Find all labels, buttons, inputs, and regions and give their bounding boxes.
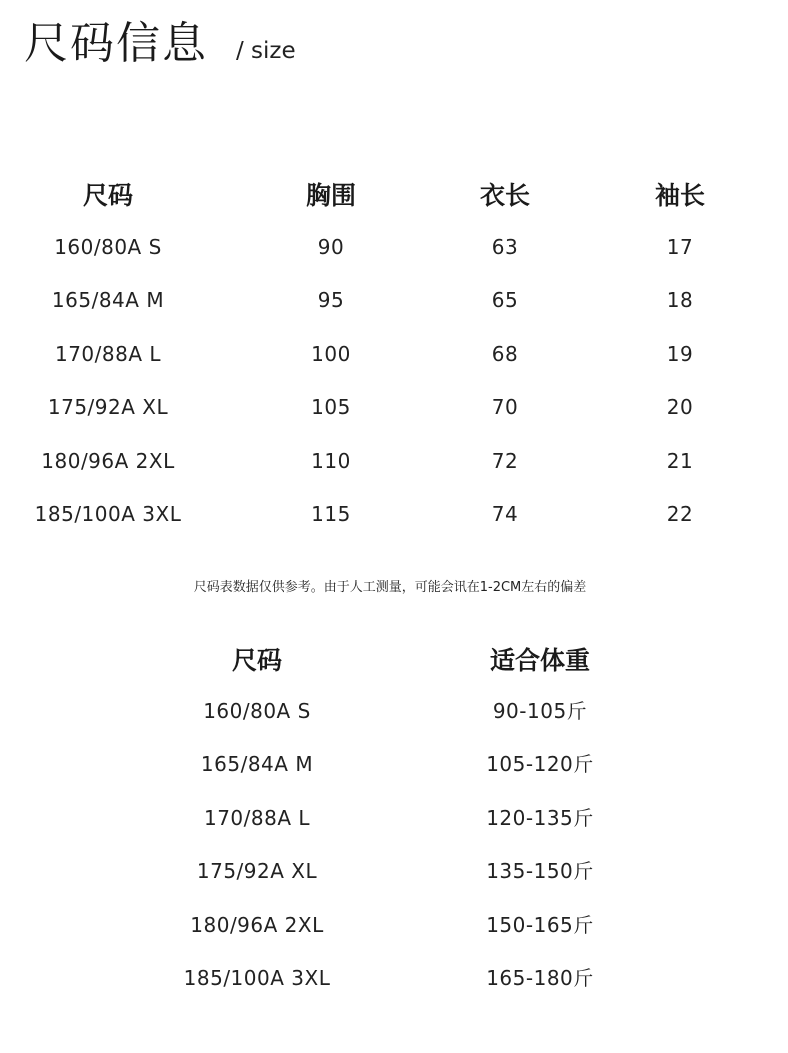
size-table-cell-r3-c1: 105: [311, 395, 351, 420]
size-table-cell-r5-c3: 22: [666, 502, 694, 526]
weight-table-header-0: 尺码: [231, 646, 283, 675]
weight-table-cell-r4-c1: 150-165斤: [486, 912, 594, 937]
size-table-cell-r0-c0: 160/80A S: [54, 235, 162, 259]
size-table-cell-r5-c2: 74: [491, 502, 519, 526]
size-table-cell-r2-c1: 100: [311, 341, 351, 366]
size-table-cell-r3-c3: 20: [666, 395, 694, 420]
size-table-cell-r2-c2: 68: [491, 341, 519, 366]
page-title: 尺码信息: [24, 18, 208, 69]
size-table-cell-r4-c3: 21: [666, 448, 694, 473]
size-note: 尺码表数据仅供参考。由于人工测量，可能会讯在1-2CM左右的偏差: [193, 580, 587, 595]
page-subtitle: / size: [236, 38, 296, 64]
weight-table-cell-r0-c0: 160/80A S: [203, 699, 311, 723]
size-table-cell-r1-c2: 65: [491, 288, 519, 313]
size-table-cell-r1-c0: 165/84A M: [51, 288, 165, 313]
weight-table-cell-r2-c1: 120-135斤: [486, 805, 594, 830]
size-table-cell-r2-c0: 170/88A L: [54, 341, 162, 366]
size-table-cell-r0-c1: 90: [317, 235, 345, 259]
size-table-cell-r3-c0: 175/92A XL: [47, 395, 169, 420]
weight-table-cell-r4-c0: 180/96A 2XL: [190, 912, 324, 937]
size-table-header-0: 尺码: [82, 181, 134, 210]
size-table-cell-r1-c1: 95: [317, 288, 345, 313]
size-table-header-3: 袖长: [654, 181, 706, 210]
weight-table-cell-r0-c1: 90-105斤: [492, 699, 588, 723]
size-table-cell-r4-c2: 72: [491, 448, 519, 473]
size-table-cell-r0-c2: 63: [491, 235, 519, 259]
weight-table-cell-r3-c0: 175/92A XL: [196, 859, 318, 884]
page-header: [24, 18, 296, 69]
weight-table-header-1: 适合体重: [489, 646, 591, 675]
size-table-cell-r4-c1: 110: [311, 448, 351, 473]
size-table-cell-r2-c3: 19: [666, 341, 694, 366]
size-table-header-1: 胸围: [305, 181, 357, 210]
size-table-header-2: 衣长: [479, 181, 531, 210]
size-table-cell-r4-c0: 180/96A 2XL: [41, 448, 175, 473]
weight-table-cell-r5-c1: 165-180斤: [486, 966, 594, 990]
weight-table-cell-r2-c0: 170/88A L: [203, 805, 311, 830]
weight-table-cell-r1-c1: 105-120斤: [486, 752, 594, 777]
size-table-cell-r3-c2: 70: [491, 395, 519, 420]
size-table-cell-r1-c3: 18: [666, 288, 694, 313]
size-table-cell-r5-c0: 185/100A 3XL: [34, 502, 182, 526]
size-table-cell-r5-c1: 115: [311, 502, 351, 526]
weight-table-cell-r5-c0: 185/100A 3XL: [183, 966, 331, 990]
size-table-cell-r0-c3: 17: [666, 235, 694, 259]
weight-table-cell-r3-c1: 135-150斤: [486, 859, 594, 884]
weight-table-cell-r1-c0: 165/84A M: [200, 752, 314, 777]
